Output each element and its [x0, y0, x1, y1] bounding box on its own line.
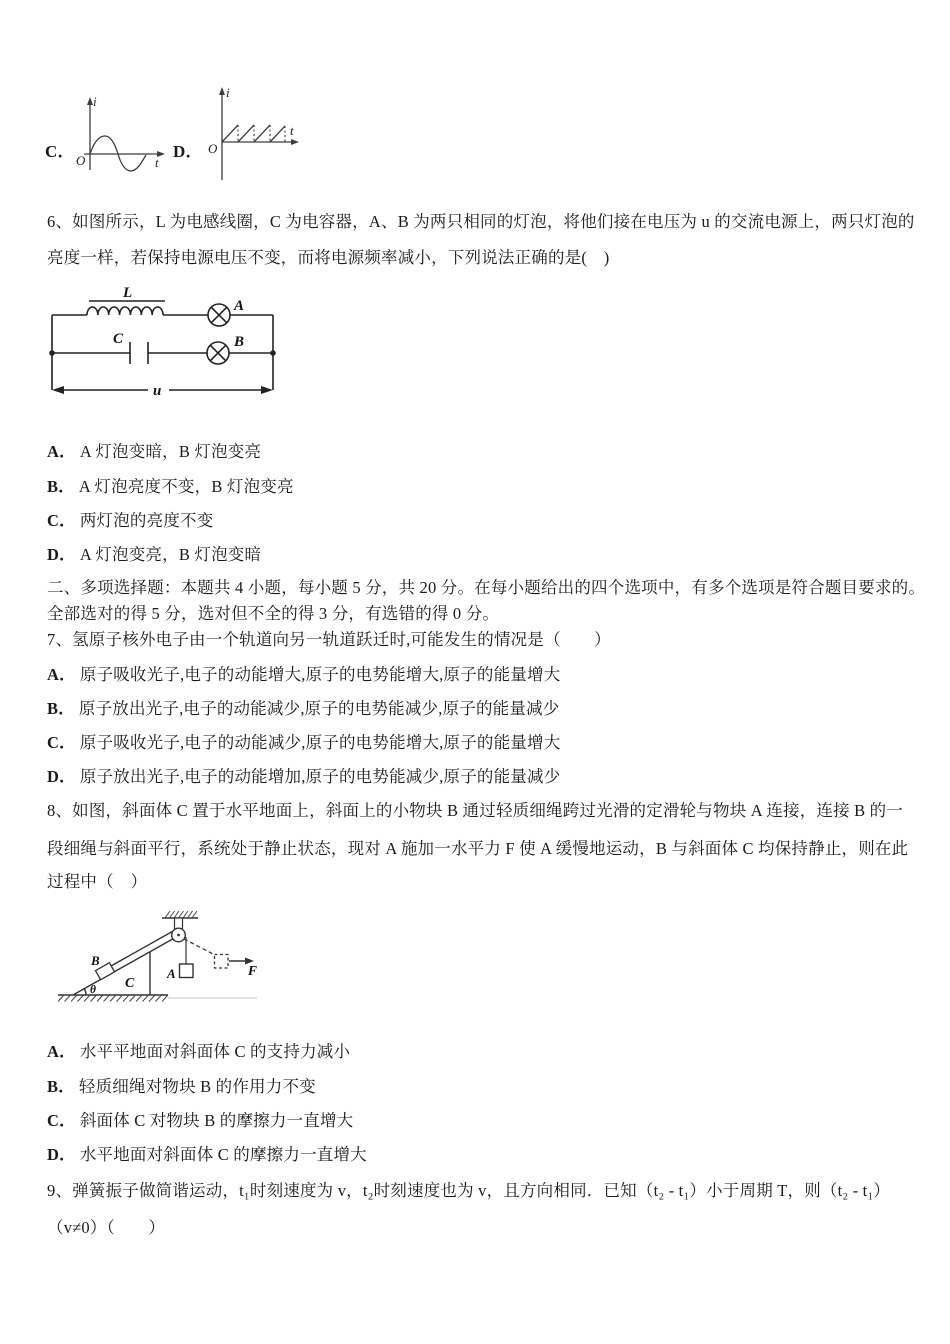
block-b-label: B	[91, 953, 100, 968]
option-letter: C．	[47, 733, 76, 752]
q8-option-b	[47, 1076, 316, 1098]
origin-label: O	[208, 141, 218, 156]
q7-option-c	[47, 732, 560, 754]
incline-pulley-diagram	[45, 897, 305, 1012]
q6-option-d	[47, 544, 261, 566]
option-text: 斜面体 C 对物块 B 的摩擦力一直增大	[79, 1111, 354, 1130]
sine-current-graph	[66, 92, 171, 184]
q8-stem-line1: 8、如图，斜面体 C 置于水平地面上，斜面上的小物块 B 通过轻质细绳跨过光滑的定滑轮与物块 A 连接，连接 B 的一	[47, 801, 904, 820]
option-letter: D．	[47, 545, 76, 564]
sawtooth-current-graph	[198, 82, 308, 187]
q7-option-b	[47, 698, 559, 720]
capacitor-label: C	[113, 331, 124, 347]
option-letter: C．	[47, 511, 76, 530]
option-letter: A．	[47, 442, 76, 461]
inductor-label: L	[123, 286, 133, 301]
angle-label: θ	[90, 984, 96, 996]
option-text: 水平平地面对斜面体 C 的支持力减小	[79, 1042, 351, 1061]
option-letter: A．	[47, 665, 76, 684]
q8-stem-line2: 段细绳与斜面平行，系统处于静止状态，现对 A 施加一水平力 F 使 A 缓慢地运动，B 与斜面体 C 均保持静止，则在此	[47, 839, 909, 858]
q6-option-a	[47, 441, 261, 463]
section2-instructions-line2: 全部选对的得 5 分，选对但不全的得 3 分，有选错的得 0 分。	[47, 604, 500, 623]
lc-lamp-circuit-diagram	[45, 286, 290, 406]
force-label: F	[248, 963, 258, 978]
section2-instructions-line1: 二、多项选择题：本题共 4 小题，每小题 5 分，共 20 分。在每小题给出的四个选项中，有多个选项是符合题目要求的。	[47, 578, 926, 597]
x-axis-label: t	[290, 123, 294, 138]
lamp-a-label: A	[234, 298, 245, 314]
option-letter: D．	[47, 1145, 76, 1164]
q8-option-a	[47, 1041, 350, 1063]
option-letter: B．	[47, 699, 75, 718]
option-text: A 灯泡亮度不变，B 灯泡变亮	[78, 477, 294, 496]
q7-option-d	[47, 766, 560, 788]
option-text: 轻质细绳对物块 B 的作用力不变	[78, 1077, 316, 1096]
block-a-label: A	[167, 966, 176, 981]
option-letter: A．	[47, 1042, 76, 1061]
option-text: 两灯泡的亮度不变	[79, 511, 214, 530]
q6-stem-line2: 亮度一样，若保持电源电压不变，而将电源频率减小，下列说法正确的是( )	[47, 248, 610, 267]
y-axis-label: i	[93, 94, 97, 109]
option-letter: B．	[47, 477, 75, 496]
q8-stem-line3: 过程中（ ）	[47, 872, 148, 891]
option-text: 原子放出光子,电子的动能减少,原子的电势能减少,原子的能量减少	[78, 699, 560, 718]
incline-label: C	[125, 976, 135, 991]
q6-stem-line1: 6、如图所示，L 为电感线圈，C 为电容器，A、B 为两只相同的灯泡，将他们接在电压为 u 的交流电源上，两只灯泡的	[47, 212, 915, 231]
option-text: 水平地面对斜面体 C 的摩擦力一直增大	[79, 1145, 367, 1164]
option-text: 原子吸收光子,电子的动能减少,原子的电势能增大,原子的能量增大	[79, 733, 561, 752]
q6-option-c	[47, 510, 213, 532]
x-axis-label: t	[155, 155, 159, 170]
option-text: A 灯泡变暗，B 灯泡变亮	[79, 442, 262, 461]
q6-option-b	[47, 476, 294, 498]
option-letter: B．	[47, 1077, 75, 1096]
q8-option-c	[47, 1110, 353, 1132]
option-letter: C．	[47, 1111, 76, 1130]
q9-stem-line1: 9、弹簧振子做简谐运动，t₁时刻速度为 v，t₂时刻速度也为 v，且方向相同．已知（t₂ - t₁）小于周期 T，则（t₂ - t₁）	[47, 1181, 891, 1200]
q7-option-a	[47, 664, 560, 686]
q8-option-d	[47, 1144, 367, 1166]
lamp-b-label: B	[234, 334, 245, 350]
q7-stem: 7、氢原子核外电子由一个轨道向另一轨道跃迁时,可能发生的情况是（ ）	[47, 630, 611, 649]
origin-label: O	[76, 153, 86, 168]
option-d-letter: D．	[173, 142, 203, 161]
y-axis-label: i	[226, 85, 230, 100]
option-letter: D．	[47, 767, 76, 786]
option-text: 原子放出光子,电子的动能增加,原子的电势能减少,原子的能量减少	[79, 767, 561, 786]
option-c-letter: C．	[45, 142, 75, 161]
voltage-label: u	[153, 383, 162, 399]
q9-stem-line2: （v≠0）（ ）	[47, 1218, 166, 1237]
option-text: A 灯泡变亮，B 灯泡变暗	[79, 545, 262, 564]
option-text: 原子吸收光子,电子的动能增大,原子的电势能增大,原子的能量增大	[79, 665, 561, 684]
